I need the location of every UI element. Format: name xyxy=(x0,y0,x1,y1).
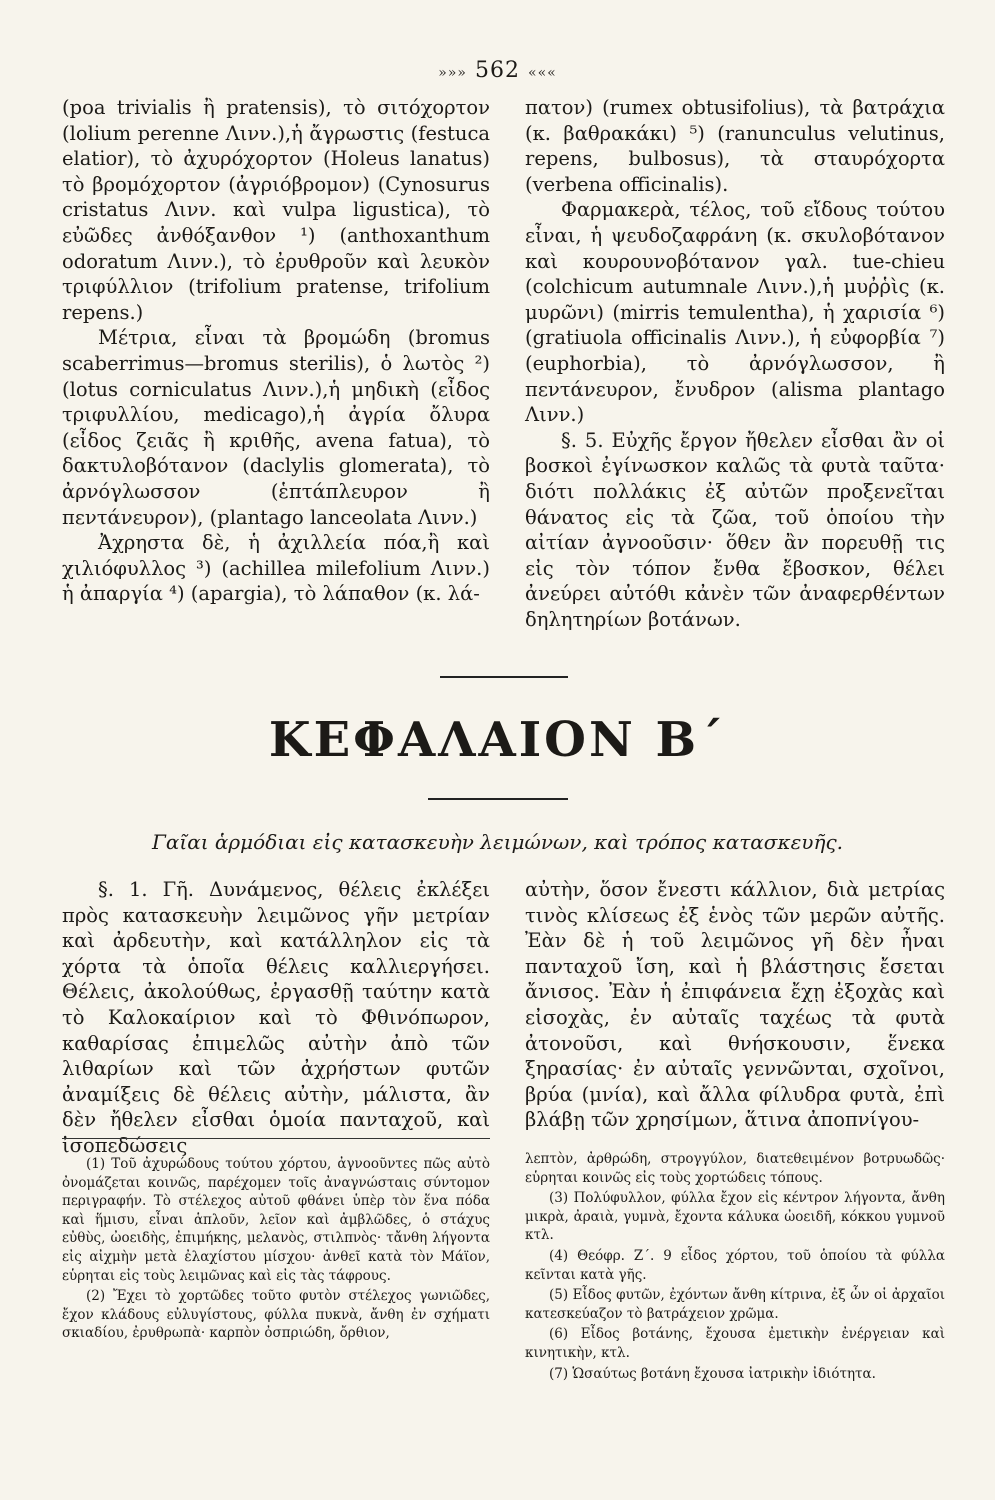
main-right-column xyxy=(525,877,945,1133)
page-header xyxy=(0,58,995,83)
footnote-rule xyxy=(62,1138,490,1139)
footnote: (1) Τοῦ ἀχυρώδους τούτου χόρτου, ἀγνοοῦντες πῶς αὐτὸ ὀνομάζεται κοινῶς, παρέχομεν τοῖς ἀναγνώσταις σύντομον περιγραφήν. Τὸ στέλεχος αὐτοῦ φθάνει ὑπὲρ τὸν ἕνα πόδα καὶ ἥμισυ, εἶναι ἁπλοῦν, λεῖον καὶ ἀμβλῶδες, ὁ στάχυς εὐθὺς, ὠοειδὴς, ἐπιμήκης, μελανὸς, στιλπνὸς· τἄνθη λήγοντα εἰς αἰχμὴν μετὰ ἐλαχίστου μίσχου· ἀνθεῖ κατὰ τὸν Μάϊον, εὑρηται εἰς τοὺς λειμῶνας καὶ εἰς τὰς τάφρους. xyxy=(62,1156,490,1284)
paragraph: Ἀχρηστα δὲ, ἡ ἀχιλλεία πόα,ἢ καὶ χιλιόφυλλος ³) (achillea milefolium Λινν.) ἡ ἀπαργία ⁴) (apargia), τὸ λάπαθον (κ. λά- xyxy=(62,531,490,606)
ornament-right: ««« xyxy=(528,65,557,81)
footnote: (3) Πολύφυλλον, φύλλα ἔχον εἰς κέντρον λήγοντα, ἄνθη μικρὰ, ἀραιὰ, γυμνὰ, ἔχοντα κάλυκα ὠοειδῆ, κόκκου γυμνοῦ κτλ. xyxy=(525,1190,945,1244)
top-left-column xyxy=(62,95,490,607)
ornament-left: »»» xyxy=(438,65,467,81)
footnote: (2) Ἔχει τὸ χορτῶδες τοῦτο φυτὸν στέλεχος γωνιῶδες, ἔχον κλάδους εὐλυγίστους, φύλλα πυκνὰ, ἄνθη ἐν σχήματι σκιαδίου, ἐρυθρωπὰ· καρπὸν ὀσπριώδη, ὄρθιον, xyxy=(62,1288,490,1342)
chapter-subtitle: Γαῖαι ἁρμόδιαι εἰς κατασκευὴν λειμώνων, καὶ τρόπος κατασκευῆς. xyxy=(151,830,843,854)
top-right-column xyxy=(525,95,945,632)
paragraph: §. 5. Εὐχῆς ἔργον ἤθελεν εἶσθαι ἂν οἱ βοσκοὶ ἐγίνωσκον καλῶς τὰ φυτὰ ταῦτα· διότι πολλάκις ἐξ αὐτῶν προξενεῖται θάνατος εἰς τὰ ζῶα, τοῦ ὁποίου τὴν αἰτίαν ἀγνοοῦσιν· ὅθεν ἂν πορευθῇ τις εἰς τὸν τόπον ἔνθα ἔβοσκον, θέλει ἀνεύρει αὐτόθι κἀνὲν τῶν ἀναφερθέντων δηλητηρίων βοτάνων. xyxy=(525,428,945,631)
paragraph: (poa trivialis ἢ pratensis), τὸ σιτόχορτον (lolium perenne Λινν.),ἡ ἄγρωστις (festuca elatior), τὸ ἀχυρόχορτον (Holeus lanatus) τὸ βρομόχορτον (ἀγριόβρομον) (Cynosurus cristatus Λινν. καὶ vulpa ligustica), τὸ εὐῶδες ἀνθόξανθον ¹) (anthoxanthum odoratum Λινν.), τὸ ἐρυθροῦν καὶ λευκὸν τριφύλλιον (trifolium pratense, trifolium repens.) xyxy=(62,96,490,324)
paragraph: §. 1. Γῆ. Δυνάμενος, θέλεις ἐκλέξει πρὸς κατασκευὴν λειμῶνος γῆν μετρίαν καὶ ἀρδευτὴν, καὶ κατάλληλον εἰς τὰ χόρτα τὰ ὁποῖα θέλεις καλλιεργήσει. Θέλεις, ἀκολούθως, ἐργασθῇ ταύτην κατὰ τὸ Καλοκαίριον καὶ τὸ Φθινόπωρον, καθαρίσας ἐπιμελῶς αὐτὴν ἀπὸ τῶν λιθαρίων καὶ τῶν ἀχρήστων φυτῶν ἀναμίξεις δὲ θέλεις αὐτὴν, μάλιστα, ἂν δὲν ἤθελεν εἶσθαι ὁμοία πανταχοῦ, καὶ ἰσοπεδώσεις xyxy=(62,878,490,1157)
footnotes-left xyxy=(62,1155,490,1345)
paragraph: πατον) (rumex obtusifolius), τὰ βατράχια (κ. βαθρακάκι) ⁵) (ranunculus velutinus, repens, bulbosus), τὰ σταυρόχορτα (verbena officinalis). xyxy=(525,96,945,196)
paragraph: Φαρμακερὰ, τέλος, τοῦ εἴδους τούτου εἶναι, ἡ ψευδοζαφράνη (κ. σκυλοβότανον καὶ κουρουνοβότανον γαλ. tue-chieu (colchicum autumnale Λινν.),ἡ μυῤῥὶς (κ. μυρῶνι) (mirris temulentha), ἡ χαρισία ⁶) (gratiuola officinalis Λινν.), ἡ εὐφορβία ⁷) (euphorbia), τὸ ἀρνόγλωσσον, ἢ πεντάνευρον, ἔνυδρον (alisma plantago Λινν.) xyxy=(525,198,945,427)
footnote: (6) Εἶδος βοτάνης, ἔχουσα ἐμετικὴν ἐνέργειαν καὶ κινητικὴν, κτλ. xyxy=(525,1326,945,1361)
paragraph: αὐτὴν, ὅσον ἔνεστι κάλλιον, διὰ μετρίας τινὸς κλίσεως ἐξ ἑνὸς τῶν μερῶν αὐτῆς. Ἐὰν δὲ ἡ τοῦ λειμῶνος γῆ δὲν ἦναι πανταχοῦ ἴση, καὶ ἡ βλάστησις ἔσεται ἄνισος. Ἐὰν ἡ ἐπιφάνεια ἔχῃ ἐξοχὰς καὶ εἰσοχὰς, ἐν αὐταῖς ταχέως τὰ φυτὰ ἀτονοῦσι, καὶ θνήσκουσιν, ἕνεκα ξηρασίας· ἐν αὐταῖς γεννῶνται, σχοῖνοι, βρύα (μνία), καὶ ἄλλα φίλυδρα φυτὰ, ἐπὶ βλάβῃ τῶν χρησίμων, ἅτινα ἀποπνίγου- xyxy=(525,878,945,1132)
footnotes-right xyxy=(525,1150,945,1385)
footnote: (4) Θεόφρ. Ζ΄. 9 εἶδος χόρτου, τοῦ ὁποίου τὰ φύλλα κεῖνται κατὰ γῆς. xyxy=(525,1247,945,1283)
main-left-column xyxy=(62,877,490,1159)
page-number: 562 xyxy=(475,58,520,83)
chapter-title: ΚΕΦΑΛΑΙΟΝ Β΄ xyxy=(268,712,727,768)
paragraph: Μέτρια, εἶναι τὰ βρομώδη (bromus scaberrimus—bromus sterilis), ὁ λωτὸς ²) (lotus corniculatus Λινν.),ἡ μηδικὴ (εἶδος τριφυλλίου, medicago),ἡ ἀγρία ὄλυρα (εἶδος ζειᾶς ἢ κριθῆς, avena fatua), τὸ δακτυλοβότανον (daclylis glomerata), τὸ ἀρνόγλωσσον (ἑπτάπλευρον ἢ πεντάνευρον), (plantago lanceolata Λινν.) xyxy=(62,326,490,529)
footnote: λεπτὸν, ἀρθρώδη, στρογγύλον, διατεθειμένον βοτρυωδῶς· εὑρηται κοινῶς εἰς τοὺς χορτώδεις τόπους. xyxy=(525,1151,945,1186)
footnote: (7) Ὡσαύτως βοτάνη ἔχουσα ἰατρικὴν ἰδιότητα. xyxy=(549,1365,876,1382)
footnote: (5) Εἶδος φυτῶν, ἐχόντων ἄνθη κίτρινα, ἐξ ὧν οἱ ἀρχαῖοι κατεσκεύαζον τὸ βατράχειον χρῶμα. xyxy=(525,1287,945,1322)
divider-bottom xyxy=(428,798,568,800)
divider-top xyxy=(440,676,568,678)
